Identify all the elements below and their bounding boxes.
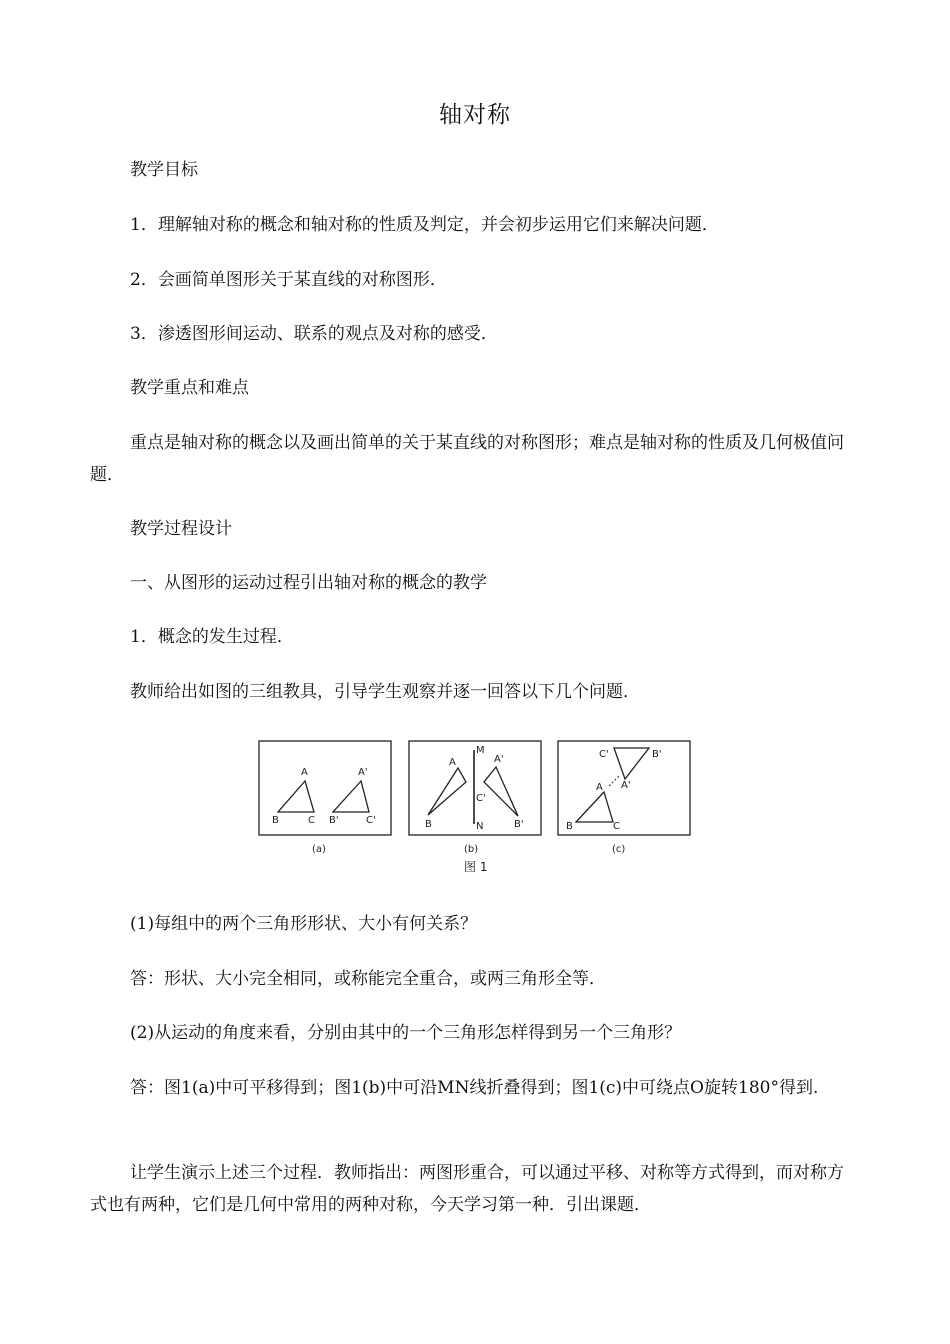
panel-a-triangle-prime (333, 781, 369, 812)
heading-key-points: 教学重点和难点 (130, 378, 249, 398)
label-c-A-prime: A' (621, 780, 631, 791)
label-a-C-prime: C' (366, 815, 376, 826)
label-b-C-prime: C' (476, 793, 486, 804)
panel-b-triangle-abc (428, 768, 466, 815)
panel-b-caption: (b) (464, 844, 479, 855)
label-c-A: A (596, 782, 603, 793)
key-points-text: 重点是轴对称的概念以及画出简单的关于某直线的对称图形；难点是轴对称的性质及几何极值问题． (90, 433, 844, 485)
teacher-summary: 让学生演示上述三个过程．教师指出：两图形重合，可以通过平移、对称等方式得到，而对称方式也有两种，它们是几何中常用的两种对称，今天学习第一种．引出课题． (90, 1163, 844, 1215)
panel-b-triangle-prime (484, 767, 518, 816)
label-b-N: N (476, 821, 484, 832)
label-c-C-prime: C' (599, 749, 609, 760)
panel-c-triangle-prime (614, 748, 649, 779)
label-a-C: C (308, 815, 315, 826)
label-c-C: C (613, 821, 620, 832)
figure-1 (256, 738, 696, 880)
question-2: (2)从运动的角度来看，分别由其中的一个三角形怎样得到另一个三角形？ (130, 1023, 682, 1043)
label-b-B-prime: B' (514, 819, 524, 830)
label-b-M: M (476, 745, 485, 756)
label-a-A: A (301, 767, 308, 778)
label-a-A-prime: A' (358, 767, 368, 778)
label-b-A: A (449, 757, 456, 768)
label-a-B: B (272, 815, 279, 826)
answer-2: 答：图1(a)中可平移得到；图1(b)中可沿MN线折叠得到；图1(c)中可绕点O旋转180°得到. (130, 1078, 819, 1098)
figure-1-drawing (256, 738, 696, 880)
goal-3: 3．渗透图形间运动、联系的观点及对称的感受． (130, 324, 498, 344)
question-1: (1)每组中的两个三角形形状、大小有何关系？ (130, 914, 478, 934)
panel-c-caption: (c) (612, 844, 626, 855)
panel-c-triangle-abc (576, 792, 613, 822)
teacher-intro: 教师给出如图的三组教具，引导学生观察并逐一回答以下几个问题． (130, 682, 640, 702)
panel-a-caption: (a) (312, 844, 326, 855)
label-c-B: B (566, 821, 573, 832)
label-a-B-prime: B' (329, 815, 339, 826)
label-b-B: B (425, 819, 432, 830)
answer-1: 答：形状、大小完全相同，或称能完全重合，或两三角形全等． (130, 969, 606, 989)
subsection-1: 1．概念的发生过程． (130, 627, 294, 647)
figure-caption: 图 1 (464, 860, 488, 874)
document-title: 轴对称 (439, 102, 511, 128)
goal-1: 1．理解轴对称的概念和轴对称的性质及判定，并会初步运用它们来解决问题． (130, 215, 719, 235)
panel-c-center-link (609, 776, 619, 786)
heading-process: 教学过程设计 (130, 519, 232, 539)
section-heading-1: 一、从图形的运动过程引出轴对称的概念的教学 (130, 573, 487, 593)
label-c-B-prime: B' (652, 749, 662, 760)
panel-a-triangle-abc (278, 781, 314, 812)
label-b-A-prime: A' (494, 754, 504, 765)
heading-teaching-goals: 教学目标 (130, 160, 198, 180)
goal-2: 2．会画简单图形关于某直线的对称图形． (130, 270, 447, 290)
